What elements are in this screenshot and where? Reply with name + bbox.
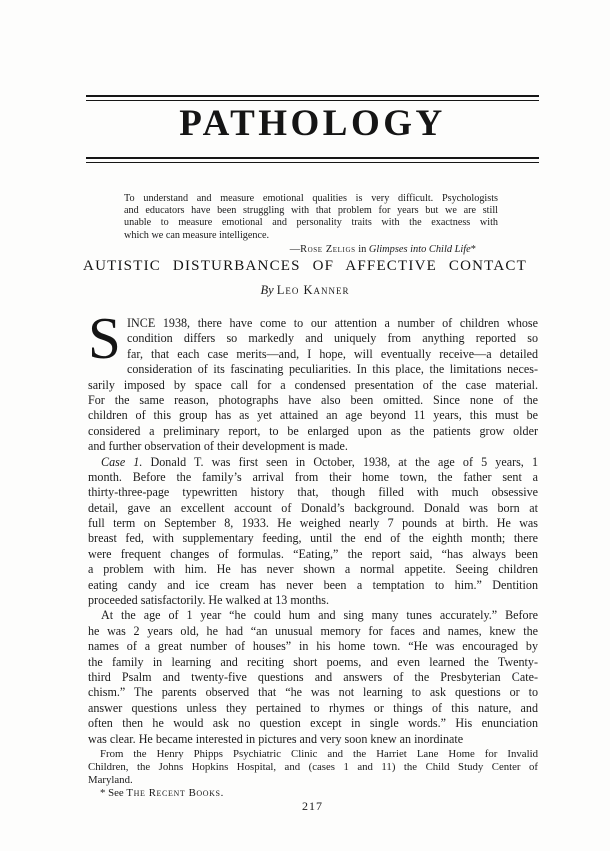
text-line: full term on September 8, 1933. He weighed nearly 7 pounds at birth. He was — [88, 516, 538, 531]
text-line: chism.” The parents observed that “he was not learning to ask questions or to — [88, 685, 538, 700]
epigraph-text — [124, 193, 498, 242]
section-title: PATHOLOGY — [179, 103, 446, 144]
epigraph — [124, 193, 498, 256]
text-line: a problem with him. He has never shown a normal appetite. Seeing children — [88, 562, 538, 577]
article-title: AUTISTIC DISTURBANCES OF AFFECTIVE CONTACT — [83, 258, 527, 274]
text-line: thirty-three-page typewritten history that, though filled with much obsessive — [88, 485, 538, 500]
footnote — [88, 748, 538, 800]
text-line: children of this group has as yet attained an age beyond 11 years, this must be — [88, 408, 538, 423]
text-line: were frequent changes of formulas. “Eating,” the report said, “has always been — [88, 546, 538, 561]
text-line: was clear. He became interested in pictures and very soon knew an inordinate — [88, 731, 464, 746]
double-rule-bottom — [86, 157, 539, 163]
text-line: unable to measure emotional and personality traits with the exactness with — [124, 217, 498, 229]
paragraph-case-1-continued — [88, 608, 538, 747]
text-line: far, that each case merits—and, I hope, will eventually receive—a detailed — [127, 346, 538, 361]
drop-cap: S — [88, 305, 121, 371]
text-line: which we can measure intelligence. — [124, 229, 270, 241]
epigraph-attribution: —Rose Zeligs in Glimpses into Child Life* — [289, 243, 476, 255]
text-line: Maryland. — [88, 774, 133, 786]
paragraph-intro-lines — [88, 305, 538, 455]
text-line: Children, the Johns Hopkins Hospital, and (cases 1 and 11) the Child Study Center of — [88, 761, 538, 773]
text-line: consideration of its fascinating peculiarities. In this place, the limitations neces- — [127, 362, 538, 377]
text-line: third Psalm and twenty-five questions and answers of the Presbyterian Cate- — [88, 669, 538, 684]
text-line: INCE 1938, there have come to our attention a number of children whose — [127, 316, 538, 330]
text-line: often then he would ask no question except in single words.” His enunciation — [88, 716, 538, 731]
text-line: sarily imposed by space call for a condensed presentation of the case material. — [88, 377, 538, 392]
text-line: the family in learning and reciting short poems, and even learned the Twenty- — [88, 654, 538, 669]
text-line: eating candy and ice cream has never been a temptation to him.” Dentition — [88, 577, 538, 592]
paragraph-intro — [88, 305, 538, 455]
text-line: Case 1. Donald T. was first seen in October, 1938, at the age of 5 years, 1 — [101, 454, 538, 469]
text-line: To understand and measure emotional qualities is very difficult. Psychologists — [124, 193, 498, 204]
text-line: From the Henry Phipps Psychiatric Clinic and the Harriet Lane Home for Invalid — [100, 748, 538, 760]
page-number: 217 — [302, 799, 323, 813]
text-line: considered a preliminary report, to be enlarged upon as the patients grow older — [88, 423, 538, 438]
byline: By Leo Kanner — [260, 283, 350, 297]
text-line: proceeded satisfactorily. He walked at 13 months. — [88, 593, 330, 608]
text-line: and further observation of their development is made. — [88, 439, 348, 454]
paragraph-case-1 — [88, 455, 538, 609]
text-line: month. Before the family’s arrival from their home town, the father sent a — [88, 469, 538, 484]
text-line: and educators have been struggling with that problem for years but we are still — [124, 205, 498, 217]
text-line: he was 2 years old, he had “an unusual memory for faces and names, knew the — [88, 623, 538, 638]
text-line: answer questions unless they pertained to rhymes or things of this nature, and — [88, 700, 538, 715]
text-line: breast fed, with supplementary feeding, until the end of the eighth month; there — [88, 531, 538, 546]
text-line: * See The Recent Books. — [100, 787, 224, 799]
text-line: names of a great number of houses” in his home town. “He was encouraged by — [88, 639, 538, 654]
article-body — [88, 305, 538, 747]
text-line: condition differs so markedly and uniquely from anything reported so — [127, 331, 538, 346]
text-line: For the same reason, photographs have also been omitted. Since none of the — [88, 392, 538, 407]
text-line: At the age of 1 year “he could hum and sing many tunes accurately.” Before — [101, 608, 538, 623]
text-line: detail, gave an excellent account of Donald’s background. Donald was born at — [88, 500, 538, 515]
